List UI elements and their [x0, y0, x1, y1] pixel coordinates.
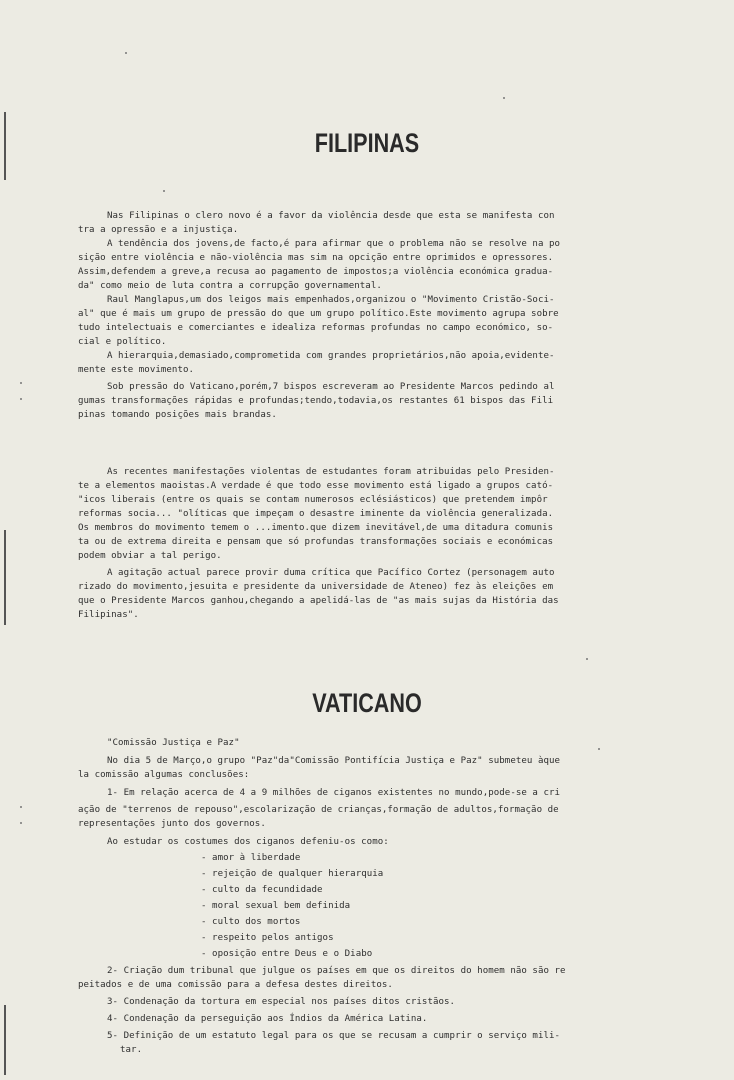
binding-mark-top: [4, 112, 6, 180]
text-line: da" como meio de luta contra a corrupção governamental.: [78, 281, 382, 291]
text-line: A tendência dos jovens,de facto,é para afirmar que o problema não se resolve na po: [107, 239, 561, 249]
section-title-vaticano: VATICANO: [312, 688, 422, 718]
text-line: tra a opressão e a injustiça.: [78, 225, 239, 235]
text-line: ta ou de extrema direita e pensam que só profundas transformações sociais e económicas: [78, 537, 554, 547]
text-line: Nas Filipinas o clero novo é a favor da violência desde que esta se manifesta con: [107, 211, 555, 221]
text-line: que o Presidente Marcos ganhou,chegando a apelidá-las de "as mais sujas da História das: [78, 596, 559, 606]
text-line: As recentes manifestações violentas de estudantes foram atribuidas pelo Presiden-: [107, 467, 555, 477]
text-line: te a elementos maoistas.A verdade é que todo esse movimento está ligado a grupos cató-: [78, 481, 554, 491]
punch-dot: [20, 382, 22, 384]
text-line: tudo intelectuais e comerciantes e idealiza reformas profundas no campo económico, so-: [78, 323, 554, 333]
text-line: Filipinas".: [78, 610, 139, 620]
text-line: "icos liberais (entre os quais se contam numerosos eclésiásticos) que pretendem impôr: [78, 495, 548, 505]
speck: [586, 658, 588, 660]
text-line: mente este movimento.: [78, 365, 195, 375]
text-line: 3- Condenação da tortura em especial nos países ditos cristãos.: [107, 997, 456, 1007]
list-item: - respeito pelos antigos: [201, 933, 334, 943]
text-line: gumas transformações rápidas e profundas;tendo,todavia,os restantes 61 bispos das Fili: [78, 396, 554, 406]
punch-dot: [20, 806, 22, 808]
binding-mark-bottom: [4, 1005, 6, 1075]
text-line: 1- Em relação acerca de 4 a 9 milhões de ciganos existentes no mundo,pode-se a cri: [107, 788, 561, 798]
text-line: A agitação actual parece provir duma crítica que Pacífico Cortez (personagem auto: [107, 568, 555, 578]
binding-mark-mid: [4, 530, 6, 625]
text-line: representações junto dos governos.: [78, 819, 266, 829]
text-line: ação de "terrenos de repouso",escolarização de crianças,formação de adultos,formação de: [78, 805, 559, 815]
text-line: podem obviar a tal perigo.: [78, 551, 222, 561]
text-line: Sob pressão do Vaticano,porém,7 bispos escreveram ao Presidente Marcos pedindo al: [107, 382, 555, 392]
list-item: - culto da fecundidade: [201, 885, 323, 895]
list-item: - culto dos mortos: [201, 917, 301, 927]
text-line: pinas tomando posições mais brandas.: [78, 410, 277, 420]
punch-dot: [20, 398, 22, 400]
text-line: cial e político.: [78, 337, 167, 347]
list-item: - amor à liberdade: [201, 853, 301, 863]
text-line: 4- Condenação da perseguição aos Índios da América Latina.: [107, 1014, 428, 1024]
text-line: No dia 5 de Março,o grupo "Paz"da"Comissão Pontifícia Justiça e Paz" submeteu àque: [107, 756, 561, 766]
text-line: tar.: [120, 1045, 143, 1055]
text-line: reformas socia... "olíticas que impeçam o desastre iminente da violência generalizada.: [78, 509, 554, 519]
text-line: Assim,defendem a greve,a recusa ao pagamento de impostos;a violência económica gradua-: [78, 267, 554, 277]
text-line: sição entre violência e não-violência mas sim na opcição entre oprimidos e opressores.: [78, 253, 554, 263]
section-title-filipinas: FILIPINAS: [314, 128, 420, 158]
text-line: Raul Manglapus,um dos leigos mais empenhados,organizou o "Movimento Cristão-Soci-: [107, 295, 555, 305]
speck: [125, 52, 127, 54]
text-line: al" que é mais um grupo de pressão do que um grupo político.Este movimento agrupa sobre: [78, 309, 559, 319]
text-line: A hierarquia,demasiado,comprometida com grandes proprietários,não apoia,evidente-: [107, 351, 555, 361]
list-item: - oposição entre Deus e o Diabo: [201, 949, 373, 959]
text-line: Ao estudar os costumes dos ciganos defeniu-os como:: [107, 837, 389, 847]
list-item: - moral sexual bem definida: [201, 901, 351, 911]
text-line: Os membros do movimento temem o ...imento.que dizem inevitável,de uma ditadura comunis: [78, 523, 554, 533]
text-line: 2- Criação dum tribunal que julgue os países em que os direitos do homem não são re: [107, 966, 566, 976]
punch-dot: [20, 822, 22, 824]
speck: [503, 97, 505, 99]
text-line: la comissão algumas conclusões:: [78, 770, 250, 780]
text-line: rizado do movimento,jesuita e presidente da universidade de Ateneo) fez às eleições em: [78, 582, 554, 592]
speck: [598, 748, 600, 750]
text-line: "Comissão Justiça e Paz": [107, 738, 240, 748]
text-line: peitados e de uma comissão para a defesa destes direitos.: [78, 980, 393, 990]
text-line: 5- Definição de um estatuto legal para os que se recusam a cumprir o serviço mili-: [107, 1031, 561, 1041]
list-item: - rejeição de qualquer hierarquia: [201, 869, 384, 879]
speck: [163, 190, 165, 192]
